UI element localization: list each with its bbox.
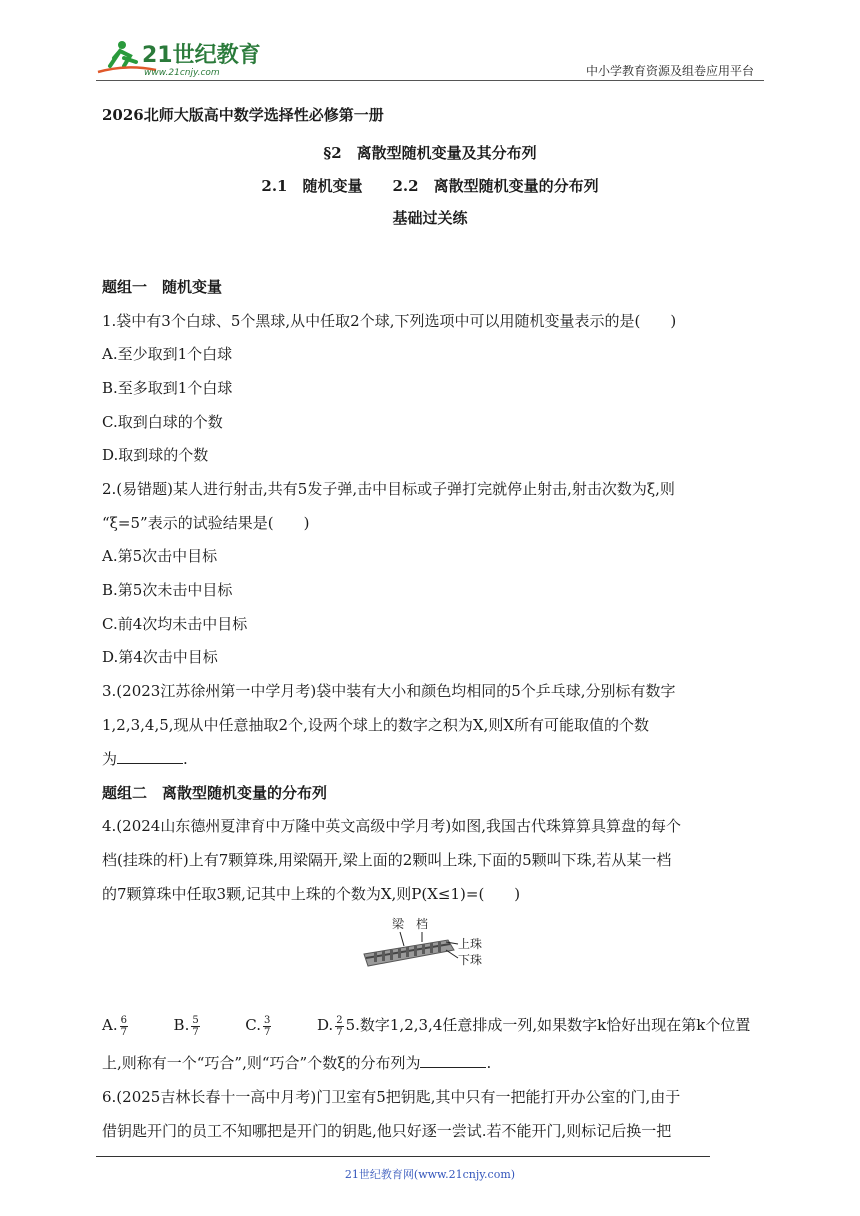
footer-link[interactable]: 21世纪教育网(www.21cnjy.com) [344, 1168, 516, 1181]
q4-stem-line1: 4.(2024山东德州夏津育中万隆中英文高级中学月考)如图,我国古代珠算算具算盘的每个 [102, 817, 681, 835]
figure-label-upper: 上珠 [458, 937, 483, 951]
subsection-title: 2.1 随机变量 2.2 离散型随机变量的分布列 [261, 177, 599, 195]
logo-text: 21世纪教育 [142, 43, 261, 68]
q3-prefix: 为 [102, 750, 118, 768]
section-title: §2 离散型随机变量及其分布列 [323, 144, 537, 162]
q3-suffix: . [183, 750, 188, 768]
q3-stem-line3 [102, 748, 188, 769]
group-heading-2: 题组二 离散型随机变量的分布列 [102, 784, 328, 802]
practice-title: 基础过关练 [392, 209, 468, 227]
q5-prefix: 上,则称有一个“巧合”,则“巧合”个数ξ的分布列为 [102, 1054, 421, 1072]
q5-stem-line1: 5.数字1,2,3,4任意排成一列,如果数字k恰好出现在第k个位置 [345, 1016, 751, 1034]
q3-stem-line1: 3.(2023江苏徐州第一中学月考)袋中装有大小和颜色均相同的5个乒乓球,分别标有数字 [102, 682, 676, 700]
header-divider [96, 80, 764, 81]
q2-option-b: B.第5次未击中目标 [102, 581, 233, 599]
abacus-figure [360, 914, 500, 980]
q1-option-b: B.至多取到1个白球 [102, 379, 233, 397]
q4-option-b: B. $\frac{5}{7}$ [173, 1014, 199, 1038]
q3-stem-line2: 1,2,3,4,5,现从中任意抽取2个,设两个球上的数字之积为X,则X所有可能取值的个数 [102, 716, 649, 734]
q6-stem-line1: 6.(2025吉林长春十一高中月考)门卫室有5把钥匙,其中只有一把能打开办公室的门,由于 [102, 1088, 681, 1106]
figure-label-lower: 下珠 [458, 953, 483, 967]
header-platform-text: 中小学教育资源及组卷应用平台 [585, 64, 754, 78]
q1-option-a: A.至少取到1个白球 [102, 345, 233, 363]
q2-stem-line1: 2.(易错题)某人进行射击,共有5发子弹,击中目标或子弹打完就停止射击,射击次数为ξ,则 [102, 480, 675, 498]
footer-divider [96, 1156, 710, 1157]
figure-label-rod: 档 [416, 917, 429, 931]
document-title: 2026北师大版高中数学选择性必修第一册 [102, 106, 384, 124]
q3-answer-blank[interactable] [117, 751, 183, 764]
q4-option-c: C. $\frac{3}{7}$ [245, 1014, 271, 1038]
q6-stem-line2: 借钥匙开门的员工不知哪把是开门的钥匙,他只好逐一尝试.若不能开门,则标记后换一把 [102, 1122, 672, 1140]
q1-stem: 1.袋中有3个白球、5个黑球,从中任取2个球,下列选项中可以用随机变量表示的是( ) [102, 312, 677, 330]
q2-option-a: A.第5次击中目标 [102, 547, 218, 565]
q1-option-d: D.取到球的个数 [102, 446, 209, 464]
q5-stem-line2 [102, 1052, 491, 1073]
q1-option-c: C.取到白球的个数 [102, 413, 223, 431]
q4-option-d: D. $\frac{2}{7}$ [316, 1014, 343, 1038]
site-logo [96, 36, 266, 80]
q4-option-a: A. $\frac{6}{7}$ [102, 1014, 127, 1038]
q2-option-c: C.前4次均未击中目标 [102, 615, 248, 633]
q4-stem-line2: 档(挂珠的杆)上有7颗算珠,用梁隔开,梁上面的2颗叫上珠,下面的5颗叫下珠,若从某一档 [102, 851, 672, 869]
q2-stem-line2: “ξ=5”表示的试验结果是( ) [102, 514, 310, 532]
logo-url: www.21cnjy.com [144, 68, 220, 78]
q5-answer-blank[interactable] [420, 1055, 486, 1068]
group-heading-1: 题组一 随机变量 [102, 278, 223, 296]
figure-label-beam: 梁 [392, 917, 405, 931]
q4-options-q5-line [102, 1014, 750, 1038]
q4-stem-line3: 的7颗算珠中任取3颗,记其中上珠的个数为X,则P(X≤1)=( ) [102, 885, 521, 903]
q5-suffix: . [486, 1054, 492, 1072]
q2-option-d: D.第4次击中目标 [102, 648, 218, 666]
